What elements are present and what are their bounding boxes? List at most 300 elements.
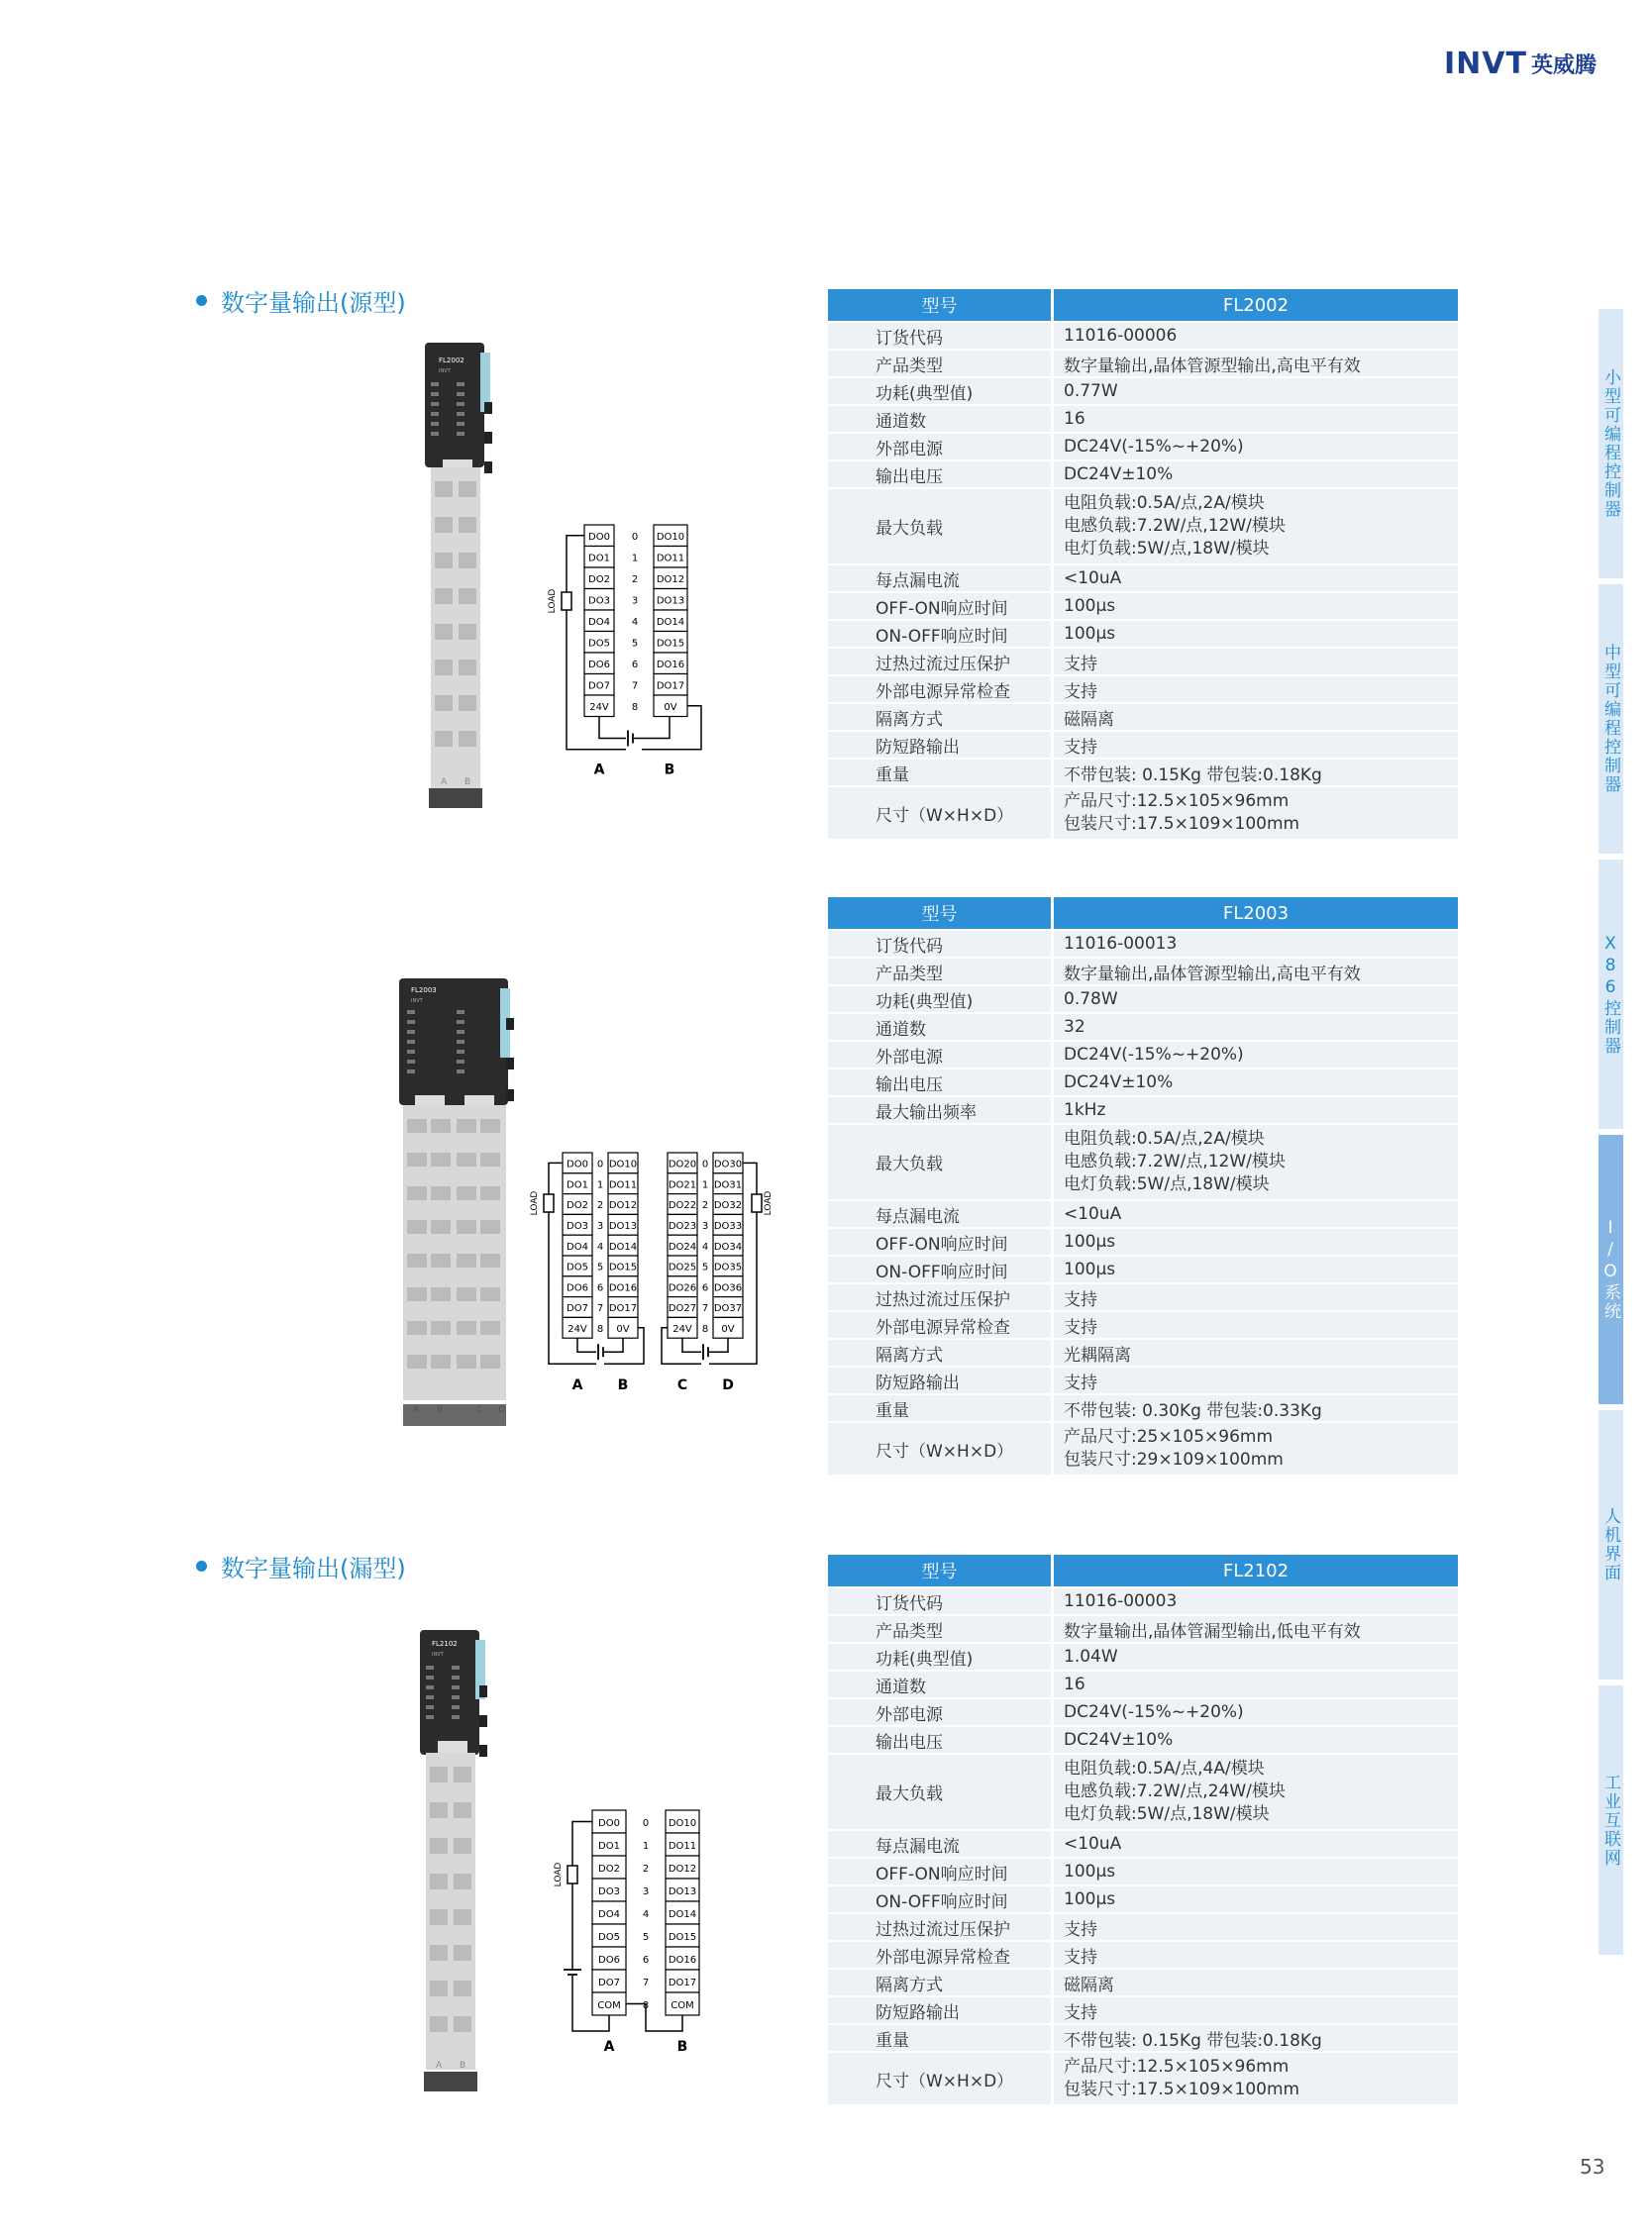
spec-value-line: 数字量输出,晶体管源型输出,高电平有效 [1064, 356, 1361, 376]
wire [634, 717, 670, 739]
spec-value-line: <10uA [1064, 1834, 1122, 1854]
terminal-label-a: A [436, 2061, 443, 2071]
terminal-number: 0 [631, 532, 639, 544]
column-label: D [722, 1377, 734, 1394]
column-label: A [593, 762, 605, 778]
terminal-number: 8 [596, 1323, 604, 1335]
spec-key: OFF-ON响应时间 [828, 593, 1054, 619]
spec-value [1054, 489, 1458, 563]
table-row [828, 351, 1458, 376]
table-row [828, 1340, 1458, 1366]
spec-value [1054, 1699, 1458, 1725]
spec-key: 产品类型 [828, 959, 1054, 984]
spec-key: OFF-ON响应时间 [828, 1859, 1054, 1884]
spec-value [1054, 2025, 1458, 2051]
terminal-number: 0 [701, 1159, 709, 1171]
table-row [828, 1616, 1458, 1642]
terminal-label: DO13 [608, 1220, 638, 1232]
table-header-key: 型号 [828, 897, 1054, 929]
terminal-number: 7 [701, 1303, 709, 1315]
table-row [828, 1312, 1458, 1338]
terminal-label: 24V [568, 1323, 587, 1335]
terminal-number: 5 [596, 1262, 604, 1273]
spec-value-line: <10uA [1064, 1204, 1122, 1224]
spec-value [1054, 1125, 1458, 1199]
spec-value [1054, 931, 1458, 957]
spec-key: 重量 [828, 760, 1054, 785]
spec-value [1054, 1859, 1458, 1884]
spec-key: 每点漏电流 [828, 1201, 1054, 1227]
terminal-number: 0 [596, 1159, 604, 1171]
table-row [828, 760, 1458, 785]
spec-value [1054, 1042, 1458, 1068]
table-row [828, 1097, 1458, 1123]
column-label: B [617, 1377, 629, 1394]
spec-value-line: DC24V±10% [1064, 464, 1174, 484]
terminal-label: DO24 [668, 1241, 697, 1253]
table-row [828, 1942, 1458, 1968]
terminal-label: 24V [672, 1323, 692, 1335]
module-sub-label: INVT [432, 1652, 444, 1658]
terminal-label: DO5 [588, 638, 610, 650]
spec-value-line: 32 [1064, 1017, 1085, 1037]
terminal-label: DO2 [598, 1864, 620, 1876]
terminal-label: DO25 [668, 1262, 697, 1273]
spec-value [1054, 1644, 1458, 1670]
module-image-fl2003 [395, 978, 530, 1436]
terminal-label-b: B [465, 777, 471, 787]
spec-value [1054, 649, 1458, 674]
terminal-label: DO13 [668, 1886, 697, 1898]
terminal-label: DO11 [656, 553, 685, 564]
table-header-model: FL2102 [1054, 1555, 1458, 1586]
terminal-number: 8 [642, 2000, 650, 2012]
terminal-number: 8 [631, 702, 639, 714]
spec-value-line: 包装尺寸:17.5×109×100mm [1064, 2080, 1300, 2099]
sidetab-medium-plc[interactable]: 中型可编程控制器 [1599, 584, 1623, 854]
table-row [828, 1755, 1458, 1829]
terminal-label: DO10 [668, 1818, 697, 1830]
table-row [828, 1970, 1458, 1995]
spec-key: 通道数 [828, 1014, 1054, 1040]
terminal-number: 3 [642, 1886, 650, 1898]
table-row [828, 1042, 1458, 1068]
wire [604, 1338, 623, 1352]
table-row [828, 2025, 1458, 2051]
terminal-label: DO12 [656, 574, 685, 586]
sidetab-io-system[interactable]: I/O系统 [1599, 1135, 1623, 1404]
section-title-text: 数字量输出(源型) [221, 289, 406, 317]
wiring-diagram-fl2102 [547, 1806, 725, 2054]
spec-value [1054, 621, 1458, 647]
spec-value-line: 电阻负载:0.5A/点,2A/模块 [1064, 1129, 1265, 1149]
load-symbol [562, 592, 571, 610]
table-row [828, 959, 1458, 984]
spec-value-line: 11016-00003 [1064, 1591, 1178, 1611]
table-row [828, 461, 1458, 487]
terminal-label: DO10 [608, 1159, 638, 1171]
spec-key: 防短路输出 [828, 1368, 1054, 1393]
terminal-label-b: B [460, 2061, 466, 2071]
spec-value-line: 支持 [1064, 1373, 1097, 1393]
bullet-icon [196, 1561, 207, 1572]
spec-value [1054, 1970, 1458, 1995]
spec-value-line: 包装尺寸:29×109×100mm [1064, 1450, 1284, 1470]
table-row [828, 1997, 1458, 2023]
terminal-label: DO11 [608, 1179, 638, 1191]
terminal-label: DO15 [608, 1262, 638, 1273]
brand-logo-en: INVT [1444, 46, 1527, 81]
terminal-number: 7 [642, 1978, 650, 1989]
terminal-label: COM [671, 2000, 694, 2012]
table-row [828, 931, 1458, 957]
spec-key: 过热过流过压保护 [828, 1914, 1054, 1940]
spec-value-line: 1kHz [1064, 1100, 1106, 1120]
spec-key: 外部电源异常检查 [828, 1312, 1054, 1338]
table-row [828, 1229, 1458, 1255]
spec-value [1054, 434, 1458, 459]
table-row [828, 676, 1458, 702]
spec-value [1054, 986, 1458, 1012]
spec-value-line: 磁隔离 [1064, 1975, 1114, 1995]
spec-key: 功耗(典型值) [828, 986, 1054, 1012]
terminal-label: DO15 [656, 638, 685, 650]
brand-logo [1444, 44, 1597, 83]
terminal-label: DO6 [598, 1955, 620, 1967]
section-title-source-output [196, 283, 406, 318]
load-label: LOAD [764, 1190, 774, 1216]
spec-value-line: DC24V(-15%~+20%) [1064, 437, 1244, 457]
table-row [828, 704, 1458, 730]
spec-value [1054, 1755, 1458, 1829]
wire [572, 1822, 592, 1971]
spec-value [1054, 1616, 1458, 1642]
spec-value-line: 支持 [1064, 1289, 1097, 1310]
spec-value-line: 16 [1064, 1675, 1085, 1694]
table-header-key: 型号 [828, 289, 1054, 321]
wire [709, 1338, 728, 1352]
terminal-label: DO17 [608, 1303, 638, 1315]
terminal-label: DO4 [567, 1241, 588, 1253]
wire [682, 1338, 701, 1352]
spec-key: 产品类型 [828, 1616, 1054, 1642]
spec-key: 防短路输出 [828, 1997, 1054, 2023]
terminal-label: DO31 [713, 1179, 743, 1191]
spec-value [1054, 704, 1458, 730]
spec-value [1054, 1368, 1458, 1393]
spec-value [1054, 593, 1458, 619]
module-label: FL2003 [411, 986, 437, 994]
terminal-label: DO4 [598, 1909, 620, 1921]
terminal-label: DO7 [588, 680, 610, 692]
spec-value-line: 0.78W [1064, 989, 1118, 1009]
spec-value-line: 支持 [1064, 1317, 1097, 1338]
spec-key: ON-OFF响应时间 [828, 1257, 1054, 1282]
spec-value-line: 包装尺寸:17.5×109×100mm [1064, 814, 1300, 834]
table-row [828, 1672, 1458, 1697]
table-row [828, 1727, 1458, 1753]
spec-value-line: 支持 [1064, 1919, 1097, 1940]
module-image-fl2102 [416, 1630, 495, 2095]
table-row [828, 323, 1458, 349]
table-row [828, 1644, 1458, 1670]
table-row [828, 434, 1458, 459]
spec-key: 每点漏电流 [828, 1831, 1054, 1857]
spec-value [1054, 1588, 1458, 1614]
load-symbol [568, 1866, 577, 1884]
column-label: A [571, 1377, 583, 1394]
terminal-label: DO2 [567, 1200, 588, 1212]
spec-key: 重量 [828, 2025, 1054, 2051]
terminal-label: DO22 [668, 1200, 697, 1212]
terminal-label: DO14 [668, 1909, 697, 1921]
wire [577, 1338, 596, 1352]
page-number: 53 [1580, 2155, 1605, 2179]
spec-value [1054, 406, 1458, 432]
terminal-number: 2 [596, 1200, 604, 1212]
table-row [828, 621, 1458, 647]
terminal-number: 8 [701, 1323, 709, 1335]
terminal-label: DO6 [567, 1282, 588, 1294]
table-row [828, 1423, 1458, 1475]
spec-key: 最大负载 [828, 489, 1054, 563]
spec-value-line: 电感负载:7.2W/点,24W/模块 [1064, 1782, 1286, 1801]
column-label: B [676, 2039, 688, 2055]
spec-key: 隔离方式 [828, 1970, 1054, 1995]
spec-key: 过热过流过压保护 [828, 649, 1054, 674]
load-symbol [544, 1194, 554, 1212]
spec-key: 外部电源 [828, 434, 1054, 459]
terminal-number: 0 [642, 1818, 650, 1830]
terminal-label: 0V [721, 1323, 735, 1335]
spec-table-fl2102 [828, 1553, 1458, 2106]
terminal-label: DO0 [567, 1159, 588, 1171]
terminal-number: 6 [631, 660, 639, 671]
table-row [828, 1201, 1458, 1227]
spec-value [1054, 1831, 1458, 1857]
spec-value-line: 支持 [1064, 1947, 1097, 1968]
module-image-fl2002 [421, 343, 500, 818]
table-row [828, 1886, 1458, 1912]
terminal-label: DO0 [588, 532, 610, 544]
spec-key: 外部电源 [828, 1042, 1054, 1068]
spec-value-line: 产品尺寸:25×105×96mm [1064, 1427, 1274, 1447]
spec-value [1054, 1312, 1458, 1338]
spec-key: 外部电源 [828, 1699, 1054, 1725]
wiring-diagram-fl2003 [530, 1149, 810, 1396]
spec-value [1054, 1886, 1458, 1912]
spec-value-line: 光耦隔离 [1064, 1345, 1131, 1366]
spec-value [1054, 676, 1458, 702]
section-title-sink-output [196, 1549, 406, 1583]
spec-value [1054, 2053, 1458, 2104]
spec-value [1054, 1069, 1458, 1095]
terminal-label: DO16 [608, 1282, 638, 1294]
spec-value-line: 支持 [1064, 654, 1097, 674]
terminal-label: 0V [616, 1323, 630, 1335]
table-header-model: FL2002 [1054, 289, 1458, 321]
terminal-label: DO14 [656, 617, 685, 629]
terminal-label: DO14 [608, 1241, 638, 1253]
spec-value-line: 16 [1064, 409, 1085, 429]
table-row [828, 1069, 1458, 1095]
spec-table-fl2002 [828, 287, 1458, 841]
terminal-label: DO27 [668, 1303, 697, 1315]
terminal-label: DO37 [713, 1303, 743, 1315]
table-row [828, 986, 1458, 1012]
sidetab-x86-controller[interactable]: X86控制器 [1599, 860, 1623, 1129]
spec-table-fl2003 [828, 895, 1458, 1476]
table-row [828, 1699, 1458, 1725]
terminal-number: 6 [701, 1282, 709, 1294]
spec-value-line: 数字量输出,晶体管漏型输出,低电平有效 [1064, 1621, 1361, 1642]
spec-value [1054, 732, 1458, 758]
spec-key: 外部电源异常检查 [828, 1942, 1054, 1968]
table-row [828, 1014, 1458, 1040]
spec-key: 外部电源异常检查 [828, 676, 1054, 702]
spec-key: 隔离方式 [828, 704, 1054, 730]
load-label: LOAD [530, 1190, 540, 1216]
column-label: A [603, 2039, 615, 2055]
terminal-label: DO21 [668, 1179, 697, 1191]
spec-value-line: 100μs [1064, 1889, 1116, 1909]
spec-value [1054, 1942, 1458, 1968]
terminal-label: DO12 [608, 1200, 638, 1212]
spec-value [1054, 760, 1458, 785]
table-row [828, 593, 1458, 619]
terminal-label: DO13 [656, 595, 685, 607]
column-label: C [676, 1377, 688, 1394]
spec-value-line: 100μs [1064, 596, 1116, 616]
terminal-label: DO17 [668, 1978, 697, 1989]
spec-value [1054, 1727, 1458, 1753]
spec-value-line: 不带包装: 0.15Kg 带包装:0.18Kg [1064, 764, 1322, 785]
spec-value [1054, 461, 1458, 487]
terminal-label-a: A [441, 777, 448, 787]
terminal-label: DO5 [598, 1932, 620, 1944]
wiring-diagram-fl2002 [543, 521, 721, 778]
terminal-label: DO5 [567, 1262, 588, 1273]
spec-value [1054, 1284, 1458, 1310]
terminal-label: DO33 [713, 1220, 743, 1232]
spec-value-line: 100μs [1064, 1260, 1116, 1279]
table-header-key: 型号 [828, 1555, 1054, 1586]
spec-value-line: 数字量输出,晶体管源型输出,高电平有效 [1064, 964, 1361, 984]
spec-key: 防短路输出 [828, 732, 1054, 758]
spec-value [1054, 787, 1458, 839]
brand-logo-cn: 英威腾 [1530, 52, 1597, 78]
terminal-label: DO15 [668, 1932, 697, 1944]
spec-key: 功耗(典型值) [828, 1644, 1054, 1670]
spec-value [1054, 1201, 1458, 1227]
spec-value-line: 不带包装: 0.15Kg 带包装:0.18Kg [1064, 2030, 1322, 2051]
spec-value [1054, 1395, 1458, 1421]
table-row [828, 1859, 1458, 1884]
terminal-label: DO16 [656, 660, 685, 671]
table-row [828, 1395, 1458, 1421]
terminal-label: DO34 [713, 1241, 743, 1253]
spec-value [1054, 565, 1458, 591]
terminal-number: 1 [596, 1179, 604, 1191]
module-sub-label: INVT [411, 998, 423, 1004]
table-row [828, 565, 1458, 591]
terminal-number: 4 [631, 617, 639, 629]
terminal-label: DO7 [567, 1303, 588, 1315]
spec-value-line: 电灯负载:5W/点,18W/模块 [1064, 1174, 1270, 1194]
bullet-icon [196, 295, 207, 306]
terminal-label: DO6 [588, 660, 610, 671]
spec-value-line: 电阻负载:0.5A/点,2A/模块 [1064, 493, 1265, 513]
terminal-label: 24V [589, 702, 609, 714]
terminal-number: 1 [631, 553, 639, 564]
spec-value-line: 1.04W [1064, 1647, 1118, 1667]
spec-key: 订货代码 [828, 931, 1054, 957]
terminal-number: 4 [642, 1909, 650, 1921]
terminal-number: 2 [701, 1200, 709, 1212]
terminal-label: DO1 [588, 553, 610, 564]
terminal-number: 6 [642, 1955, 650, 1967]
spec-value-line: 电感负载:7.2W/点,12W/模块 [1064, 516, 1286, 536]
terminal-number: 5 [701, 1262, 709, 1273]
terminal-number: 7 [596, 1303, 604, 1315]
terminal-label: DO35 [713, 1262, 743, 1273]
spec-key: 尺寸（W×H×D） [828, 787, 1054, 839]
spec-value [1054, 1229, 1458, 1255]
spec-value [1054, 1672, 1458, 1697]
spec-key: 隔离方式 [828, 1340, 1054, 1366]
spec-key: 最大负载 [828, 1755, 1054, 1829]
sidetab-industrial-internet[interactable]: 工业互联网 [1599, 1685, 1623, 1955]
spec-value [1054, 1340, 1458, 1366]
spec-value-line: 磁隔离 [1064, 709, 1114, 730]
terminal-number: 4 [596, 1241, 604, 1253]
load-label: LOAD [548, 588, 558, 614]
spec-value-line: DC24V±10% [1064, 1072, 1174, 1092]
table-row [828, 378, 1458, 404]
spec-value [1054, 323, 1458, 349]
spec-value [1054, 1914, 1458, 1940]
spec-value [1054, 1423, 1458, 1475]
spec-value-line: DC24V±10% [1064, 1730, 1174, 1750]
spec-value [1054, 1097, 1458, 1123]
module-sub-label: INVT [439, 368, 451, 374]
terminal-number: 6 [596, 1282, 604, 1294]
spec-key: 尺寸（W×H×D） [828, 2053, 1054, 2104]
spec-value-line: 11016-00006 [1064, 326, 1178, 346]
spec-value-line: DC24V(-15%~+20%) [1064, 1045, 1244, 1065]
sidetab-hmi[interactable]: 人机界面 [1599, 1410, 1623, 1680]
terminal-label: DO17 [656, 680, 685, 692]
spec-key: 输出电压 [828, 461, 1054, 487]
terminal-label: DO32 [713, 1200, 743, 1212]
table-row [828, 787, 1458, 839]
terminal-number: 2 [631, 574, 639, 586]
spec-key: OFF-ON响应时间 [828, 1229, 1054, 1255]
table-row [828, 1588, 1458, 1614]
spec-value [1054, 959, 1458, 984]
sidetab-small-plc[interactable]: 小型可编程控制器 [1599, 309, 1623, 578]
spec-key: 重量 [828, 1395, 1054, 1421]
spec-value-line: 支持 [1064, 2002, 1097, 2023]
spec-value-line: 100μs [1064, 1232, 1116, 1252]
terminal-label: DO23 [668, 1220, 697, 1232]
terminal-number: 3 [596, 1220, 604, 1232]
terminal-label: DO11 [668, 1841, 697, 1853]
terminal-label: DO20 [668, 1159, 697, 1171]
terminal-label: DO1 [598, 1841, 620, 1853]
table-row [828, 1125, 1458, 1199]
spec-key: 最大输出频率 [828, 1097, 1054, 1123]
